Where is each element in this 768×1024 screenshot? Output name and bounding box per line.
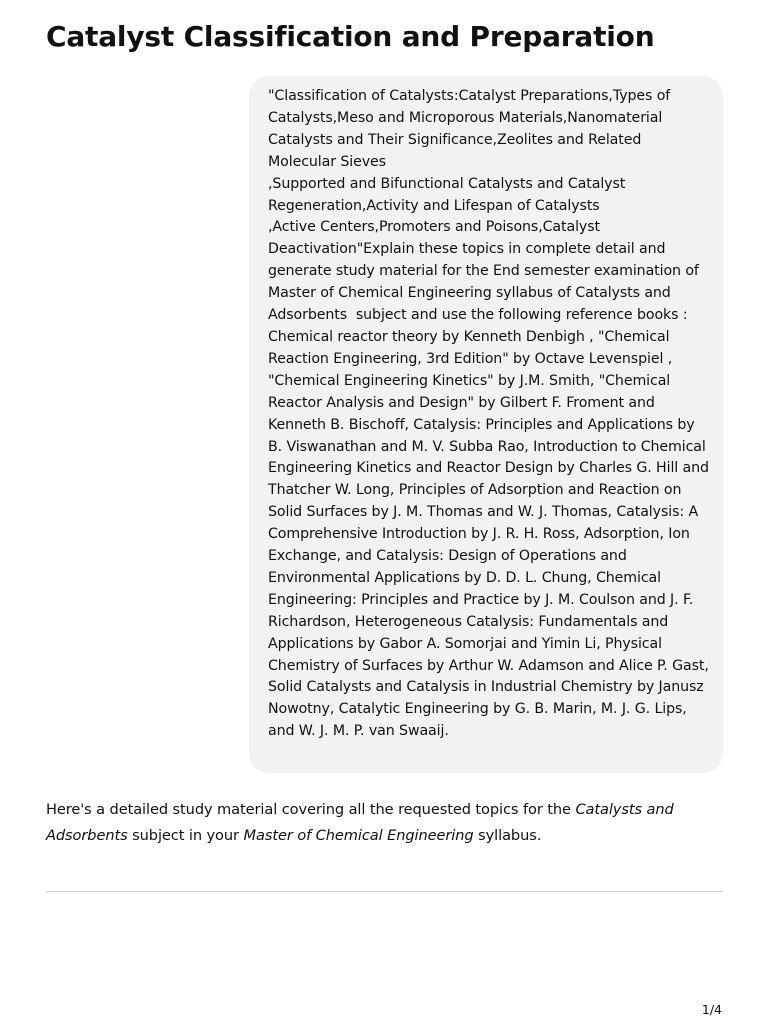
user-message-bubble <box>249 76 723 773</box>
intro-text-3: syllabus. <box>473 827 542 844</box>
intro-text-2: subject in your <box>127 827 244 844</box>
assistant-response-intro <box>46 797 706 849</box>
user-message-text: "Classification of Catalysts:Catalyst Preparations,Types of Catalysts,Meso and Microporous Materials,Nanomaterial Catalysts and Their Significance,Zeolites and Related Molecular Sieves ,Supported and Bifunctional Catalysts and Catalyst Regeneration,Activity and Lifespan of Catalysts ,Active Centers,Promoters and Poisons,Catalyst Deactivation"Explain these topics in complete detail and generate study material for the End semester examination of Master of Chemical Engineering syllabus of Catalysts and Adsorbents subject and use the following reference books : Chemical reactor theory by Kenneth Denbigh , "Chemical Reaction Engineering, 3rd Edition" by Octave Levenspiel , "Chemical Engineering Kinetics" by J.M. Smith, "Chemical Reactor Analysis and Design" by Gilbert F. Froment and Kenneth B. Bischoff, Catalysis: Principles and Applications by B. Viswanathan and M. V. Subba Rao, Introduction to Chemical Engineering Kinetics and Reactor Design by Charles G. Hill and Thatcher W. Long, Principles of Adsorption and Reaction on Solid Surfaces by J. M. Thomas and W. J. Thomas, Catalysis: A Comprehensive Introduction by J. R. H. Ross, Adsorption, Ion Exchange, and Catalysis: Design of Operations and Environmental Applications by D. D. L. Chung, Chemical Engineering: Principles and Practice by J. M. Coulson and J. F. Richardson, Heterogeneous Catalysis: Fundamentals and Applications by Gabor A. Somorjai and Yimin Li, Physical Chemistry of Surfaces by Arthur W. Adamson and Alice P. Gast, Solid Catalysts and Catalysis in Industrial Chemistry by Janusz Nowotny, Catalytic Engineering by G. B. Marin, M. J. G. Lips, and W. J. M. P. van Swaaij. <box>268 88 709 740</box>
subject-name: Catalysts and Adsorbents <box>46 801 674 844</box>
page-number: 1/4 <box>701 1002 722 1017</box>
page-title: Catalyst Classification and Preparation <box>46 20 655 53</box>
section-divider <box>46 891 723 892</box>
program-name: Master of Chemical Engineering <box>243 827 474 844</box>
intro-text-1: Here's a detailed study material covering all the requested topics for the <box>46 801 576 818</box>
